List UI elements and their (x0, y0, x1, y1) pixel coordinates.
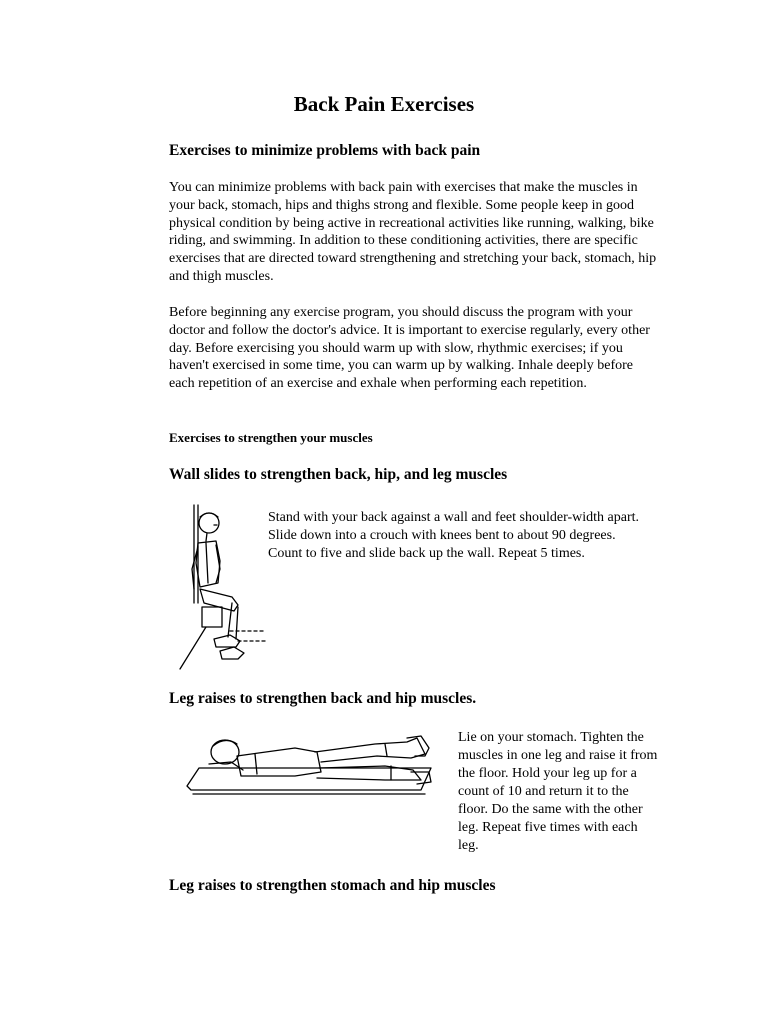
exercise-description-leg-raises-back: Lie on your stomach. Tighten the muscles in one leg and raise it from the floor. Hold your leg up for a count of 10 and return it to the floor. Do the same with the other leg. Repeat five times with each leg. (458, 730, 658, 853)
wall-slide-illustration (176, 503, 268, 669)
document-title: Back Pain Exercises (293, 92, 475, 116)
exercise-description-wall-slides: Stand with your back against a wall and feet shoulder-width apart. Slide down into a crouch with knees bent to about 90 degrees. Count to five and slide back up the wall. Repeat 5 times. (268, 510, 639, 561)
exercise-heading-leg-raises-stomach: Leg raises to strengthen stomach and hip muscles (169, 877, 496, 894)
section-heading: Exercises to minimize problems with back pain (169, 142, 481, 159)
leg-raise-prone-illustration (185, 734, 447, 800)
subheading-strengthen: Exercises to strengthen your muscles (169, 430, 373, 445)
intro-paragraph-1: You can minimize problems with back pain with exercises that make the muscles in your back, stomach, hips and thighs strong and flexible. Some people keep in good physical condition by being active in recreational activities like running, walking, bike riding, and swimming. In addition to these conditioning activities, there are specific exercises that are directed toward strengthening and stretching your back, stomach, hip and thigh muscles. (169, 180, 657, 284)
intro-paragraph-2: Before beginning any exercise program, you should discuss the program with your doctor and follow the doctor's advice. It is important to exercise regularly, every other day. Before exercising you should warm up with slow, rhythmic exercises; if you haven't exercised in some time, you can warm up by walking. Inhale deeply before each repetition of an exercise and exhale when performing each repetition. (169, 305, 650, 392)
exercise-heading-wall-slides: Wall slides to strengthen back, hip, and leg muscles (169, 466, 508, 483)
exercise-heading-leg-raises-back: Leg raises to strengthen back and hip muscles. (169, 690, 477, 707)
